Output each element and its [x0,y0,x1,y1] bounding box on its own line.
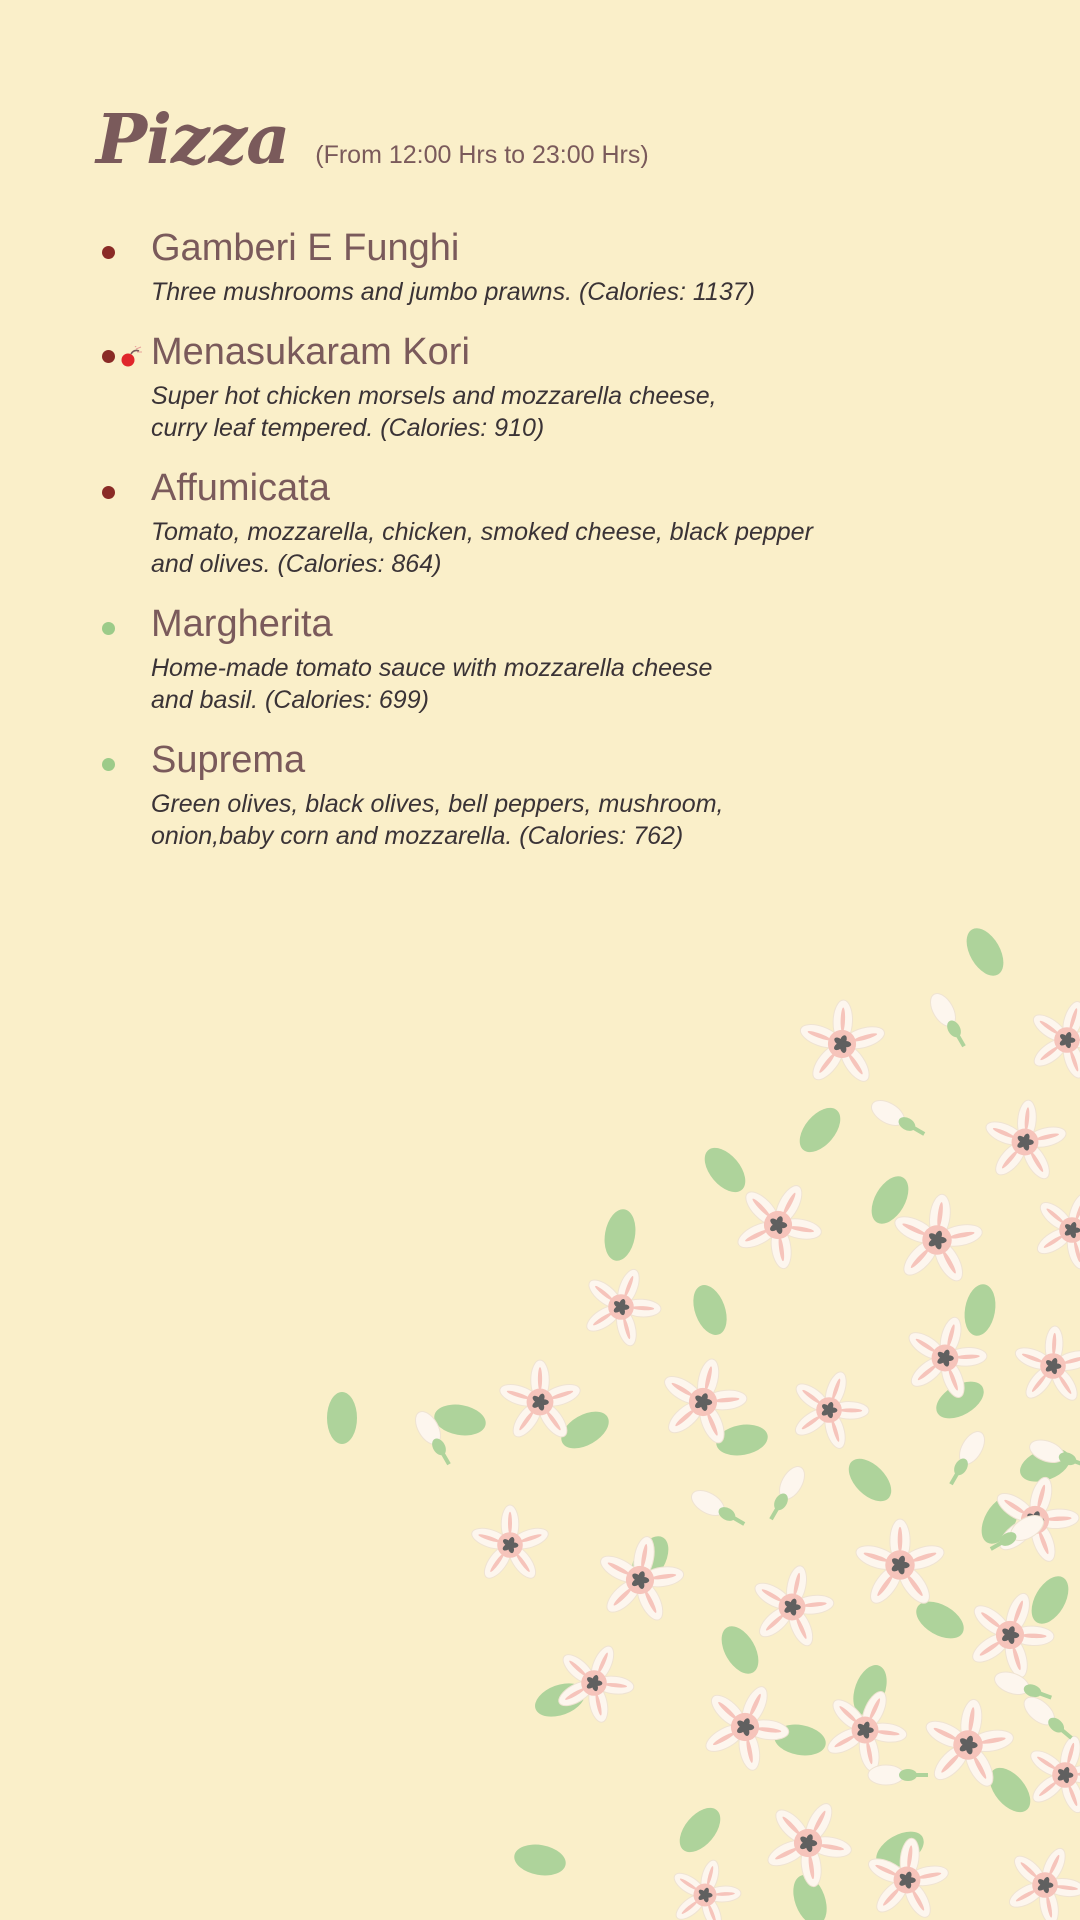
leaf-icon [982,1760,1038,1819]
flower-icon [983,1099,1068,1182]
non-veg-dot-icon [102,350,115,363]
flower-icon [764,1800,853,1888]
veg-dot-icon [102,622,115,635]
flower-icon [1013,1326,1080,1405]
menu-hours: (From 12:00 Hrs to 23:00 Hrs) [315,141,649,169]
flower-icon [1033,1190,1080,1271]
flower-icon [497,1360,583,1441]
flower-icon [583,1267,662,1348]
bud-icon [925,989,972,1051]
leaf-icon [792,1100,848,1159]
bud-icon [986,1510,1048,1557]
item-description [151,652,851,716]
flower-icon [670,1858,741,1920]
item-description [151,276,851,308]
leaf-icon [959,922,1011,982]
flower-icon [555,1643,635,1724]
non-veg-dot-icon [102,246,115,259]
leaf-icon [930,1374,990,1426]
bud-icon [1019,1692,1078,1746]
bud-icon [868,1765,928,1785]
item-description-line: Green olives, black olives, bell peppers, mushroom, [151,790,724,818]
flower-icon [1006,1845,1080,1920]
bud-icon [687,1485,749,1532]
bud-icon [1027,1436,1080,1475]
veg-dot-icon [102,758,115,771]
flower-icon [597,1535,685,1624]
leaf-icon [910,1594,970,1646]
flower-icon [891,1193,984,1285]
leaf-icon [864,1170,916,1230]
flower-icon [993,1475,1080,1565]
bud-icon [410,1407,457,1469]
item-name: Margherita [151,603,333,645]
item-description-line: curry leaf tempered. (Calories: 910) [151,414,545,442]
leaf-icon [687,1280,733,1339]
leaf-icon [672,1800,728,1859]
item-description [151,788,851,852]
flower-icon [702,1683,790,1772]
item-description-line: Tomato, mozzarella, chicken, smoked cheese, black pepper [151,518,813,546]
item-description [151,380,851,444]
item-description-line: Super hot chicken morsels and mozzarella cheese, [151,382,717,410]
item-description [151,516,851,580]
flower-icon [824,1688,908,1773]
flower-icon [734,1182,823,1270]
leaf-icon [772,1721,828,1760]
flower-icon [751,1564,835,1649]
leaf-icon [1015,1442,1074,1488]
leaf-icon [432,1401,488,1440]
menu-header [96,100,649,180]
leaf-icon [327,1392,357,1444]
leaf-icon [555,1404,615,1456]
flower-icon [922,1698,1015,1790]
leaf-icon [1024,1570,1076,1630]
leaf-icon [512,1841,568,1880]
leaf-icon [870,1824,930,1876]
flower-icon [865,1837,950,1920]
flower-icon [797,1000,887,1086]
flower-icon [469,1505,551,1583]
leaf-icon [714,1620,766,1680]
non-veg-dot-icon [102,486,115,499]
flower-icon [968,1590,1054,1680]
leaf-icon [961,1282,1000,1338]
flower-icon [791,1369,869,1451]
item-description-line: onion,baby corn and mozzarella. (Calories: 762) [151,822,684,850]
item-name: Gamberi E Funghi [151,227,460,269]
menu-title: Pizza [96,100,290,180]
item-description-line: Home-made tomato sauce with mozzarella cheese [151,654,713,682]
flower-icon [660,1357,747,1446]
chili-icon [120,346,144,368]
leaf-icon [530,1677,589,1723]
bud-icon [992,1668,1055,1707]
flower-icon [905,1315,988,1400]
leaf-icon [787,1870,833,1920]
leaf-icon [847,1660,893,1719]
item-description-line: Three mushrooms and jumbo prawns. (Calories: 1137) [151,278,755,306]
item-description-line: and olives. (Calories: 864) [151,550,442,578]
item-name: Affumicata [151,467,330,509]
item-name: Suprema [151,739,306,781]
bud-icon [942,1427,989,1489]
bud-icon [762,1462,809,1524]
flower-icon [1029,999,1080,1081]
flower-icon [853,1519,947,1608]
leaf-icon [624,1530,676,1590]
item-description-line: and basil. (Calories: 699) [151,686,429,714]
leaf-icon [601,1207,640,1263]
leaf-icon [714,1421,770,1460]
leaf-icon [697,1140,753,1199]
bud-icon [867,1095,929,1142]
leaf-icon [841,1451,899,1509]
flower-icon [1027,1734,1080,1815]
leaf-icon [974,1490,1026,1550]
item-name: Menasukaram Kori [151,331,470,373]
